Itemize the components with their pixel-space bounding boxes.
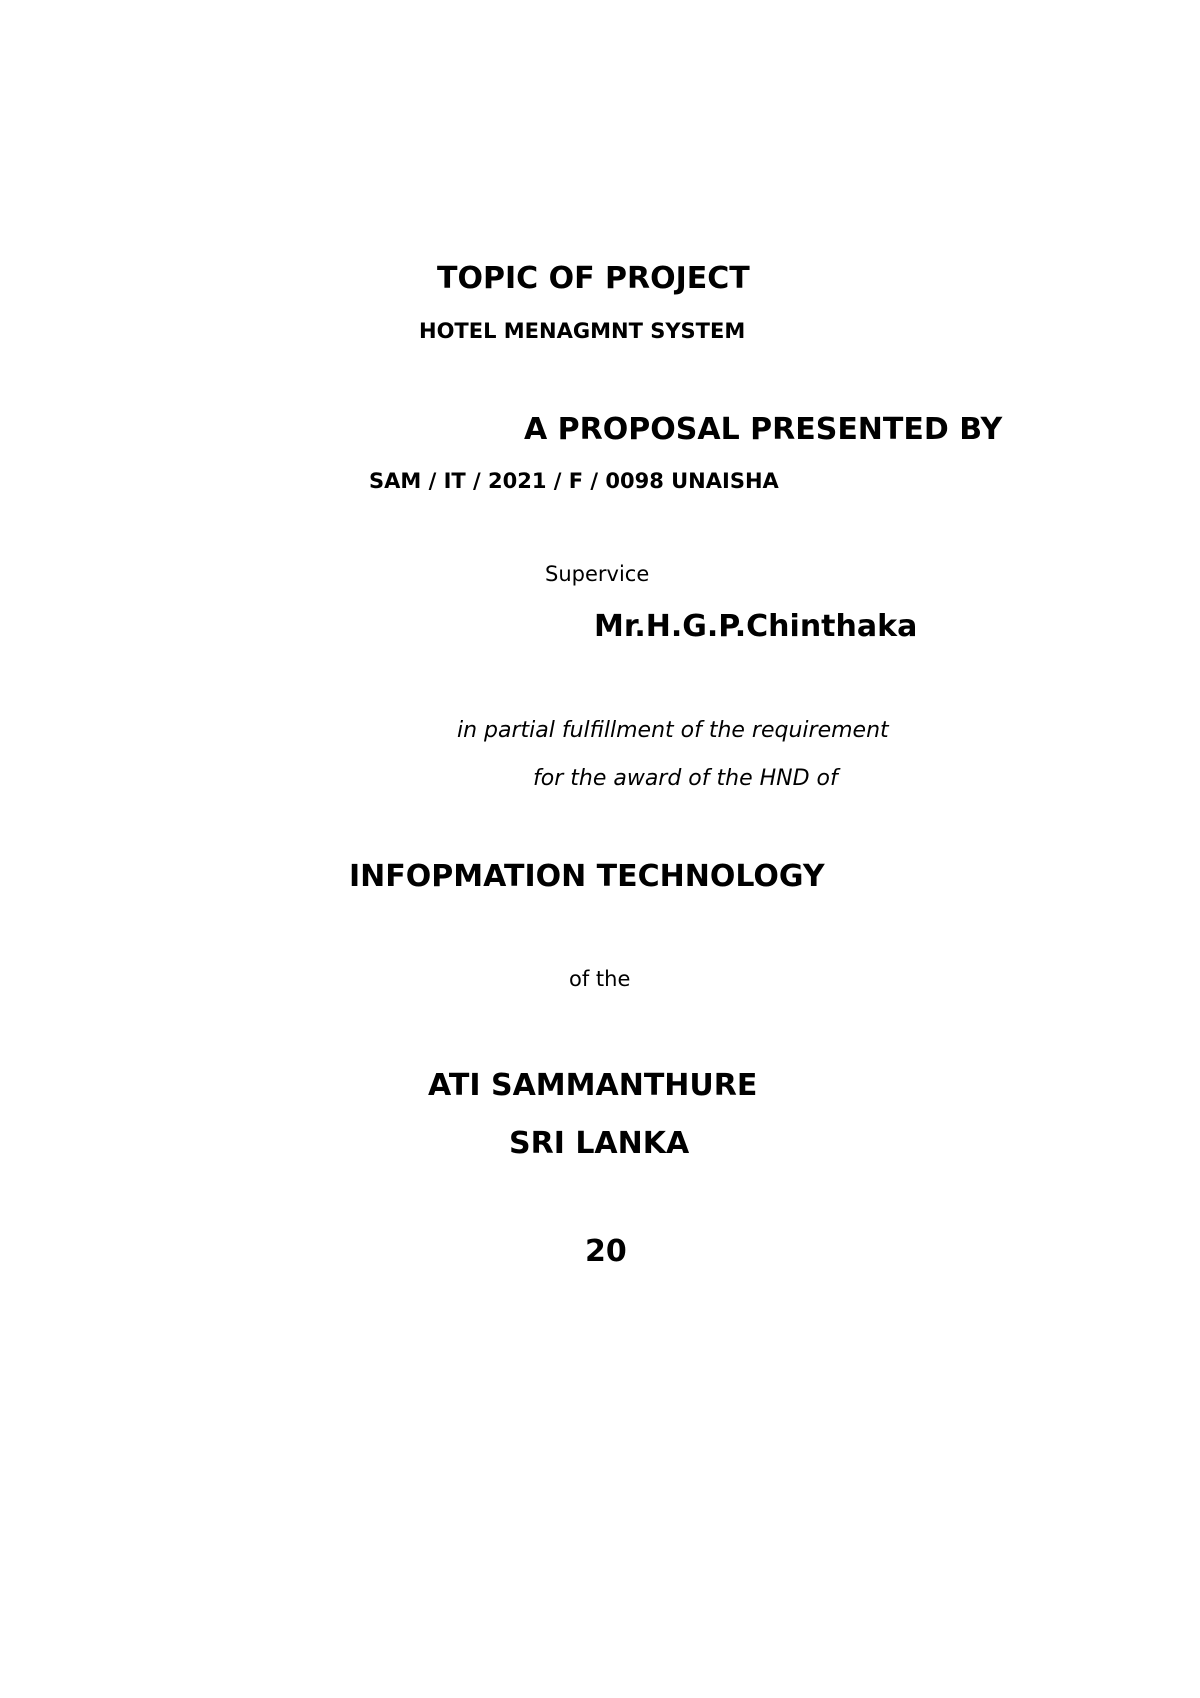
student-id: SAM / IT / 2021 / F / 0098 UNAISHA bbox=[369, 469, 779, 493]
fulfillment-line-1: in partial fulfillment of the requirement bbox=[457, 718, 889, 743]
program-name: INFOPMATION TECHNOLOGY bbox=[349, 859, 825, 894]
topic-heading: TOPIC OF PROJECT bbox=[437, 261, 750, 296]
institute-name: ATI SAMMANTHURE bbox=[428, 1068, 758, 1103]
supervisor-name: Mr.H.G.P.Chinthaka bbox=[594, 609, 918, 644]
supervise-label: Supervice bbox=[545, 562, 650, 586]
proposal-heading: A PROPOSAL PRESENTED BY bbox=[524, 412, 1003, 447]
project-title: HOTEL MENAGMNT SYSTEM bbox=[419, 319, 746, 343]
fulfillment-line-2: for the award of the HND of bbox=[533, 766, 838, 791]
year: 20 bbox=[585, 1234, 627, 1269]
of-the-text: of the bbox=[569, 967, 631, 991]
country-name: SRI LANKA bbox=[509, 1126, 690, 1161]
